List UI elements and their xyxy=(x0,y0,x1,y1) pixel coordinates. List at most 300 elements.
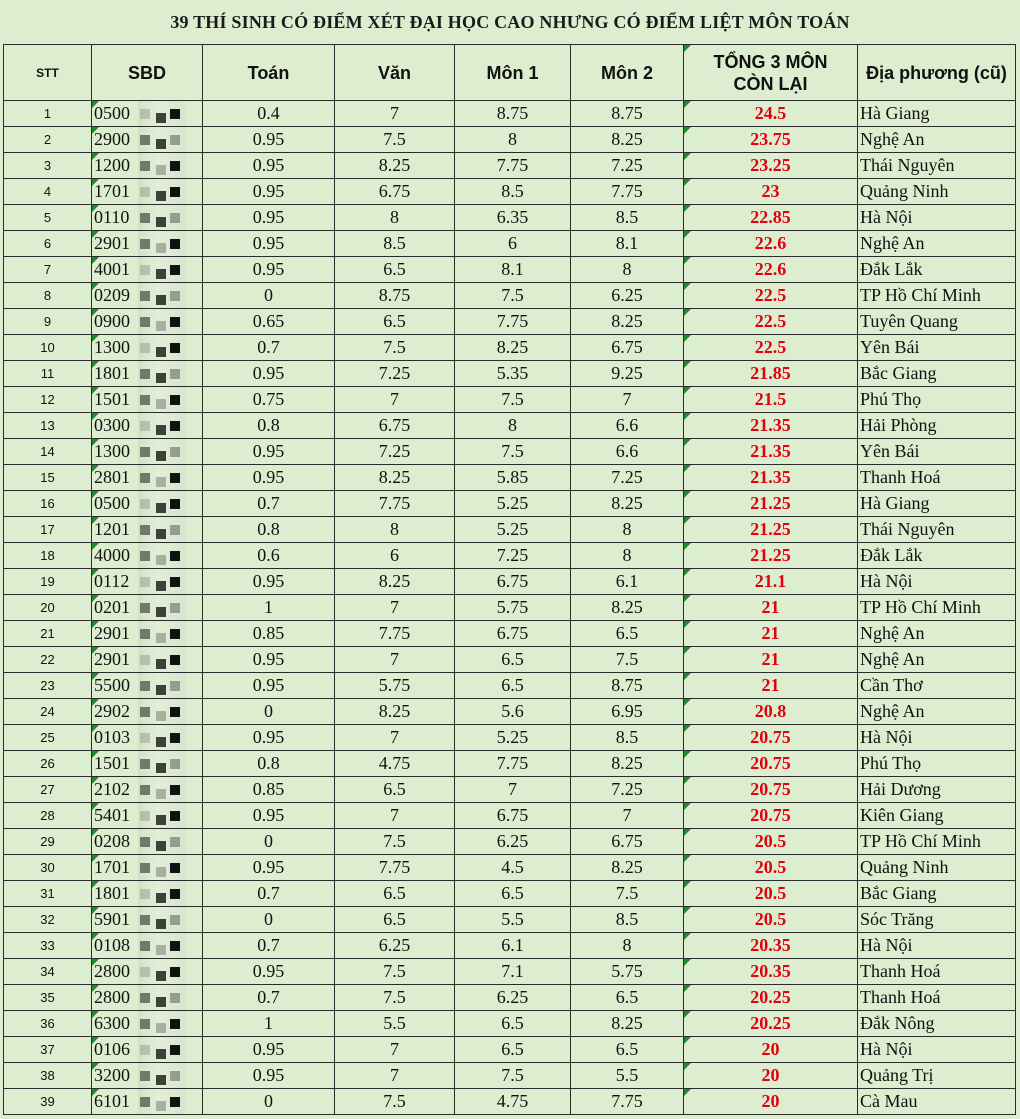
redaction-pixels xyxy=(140,1039,184,1060)
cell-mon2-text: 6.1 xyxy=(615,571,639,591)
table-row xyxy=(4,127,1016,153)
cell-mon2 xyxy=(571,179,684,205)
redaction-pixels xyxy=(140,805,184,826)
cell-total xyxy=(684,517,858,543)
cell-total xyxy=(684,985,858,1011)
cell-region xyxy=(858,465,1016,491)
cell-mon1 xyxy=(455,855,571,881)
cell-total xyxy=(684,439,858,465)
cell-toan xyxy=(203,647,335,673)
redaction-block xyxy=(156,347,166,357)
redaction-block xyxy=(140,525,150,535)
cell-total-text: 22.5 xyxy=(754,285,787,305)
redaction-pixels xyxy=(140,415,184,436)
redaction-pixels xyxy=(140,441,184,462)
cell-total-text: 22.5 xyxy=(754,337,787,357)
cell-total-text: 20.75 xyxy=(750,727,791,747)
cell-mon2-text: 8.25 xyxy=(611,311,643,331)
cell-total xyxy=(684,595,858,621)
cell-sbd xyxy=(92,413,203,439)
cell-mon2 xyxy=(571,413,684,439)
cell-van xyxy=(335,491,455,517)
cell-region xyxy=(858,803,1016,829)
redaction-pixels xyxy=(140,233,184,254)
cell-region-text: Thanh Hoá xyxy=(860,987,941,1007)
cell-mon1-text: 7.1 xyxy=(501,961,524,981)
cell-total-text: 20 xyxy=(761,1039,780,1059)
cell-region xyxy=(858,205,1016,231)
cell-region-text: Hà Nội xyxy=(860,207,913,227)
cell-total xyxy=(684,569,858,595)
cell-region xyxy=(858,231,1016,257)
cell-region-text: Cần Thơ xyxy=(860,675,923,695)
header-stt: STT xyxy=(4,45,92,101)
cell-toan-text: 0.95 xyxy=(252,181,285,201)
cell-total-text: 20 xyxy=(761,1065,780,1085)
cell-stt-text: 17 xyxy=(40,522,55,537)
cell-van xyxy=(335,543,455,569)
cell-region-text: Nghệ An xyxy=(860,623,925,643)
cell-region-text: Thanh Hoá xyxy=(860,961,941,981)
cell-sbd-text: 0110 xyxy=(94,207,130,227)
redaction-block xyxy=(140,1097,150,1107)
cell-van-text: 6.5 xyxy=(383,779,406,799)
cell-region-text: Nghệ An xyxy=(860,649,925,669)
cell-region xyxy=(858,517,1016,543)
cell-stt xyxy=(4,491,92,517)
cell-van-text: 8.25 xyxy=(378,571,411,591)
cell-marker-icon xyxy=(684,335,691,342)
cell-stt-text: 24 xyxy=(40,704,55,719)
cell-stt xyxy=(4,231,92,257)
redaction-block xyxy=(140,317,150,327)
redaction-block xyxy=(140,889,150,899)
table-row xyxy=(4,569,1016,595)
cell-mon1-text: 7.5 xyxy=(501,1065,524,1085)
cell-stt xyxy=(4,647,92,673)
redaction-block xyxy=(140,629,150,639)
redaction-block xyxy=(170,837,180,847)
redaction-block xyxy=(156,789,166,799)
header-van: Văn xyxy=(335,45,455,101)
cell-van xyxy=(335,855,455,881)
cell-van xyxy=(335,751,455,777)
redaction-block xyxy=(156,477,166,487)
cell-stt xyxy=(4,335,92,361)
cell-stt-text: 11 xyxy=(40,366,55,381)
cell-toan xyxy=(203,309,335,335)
cell-sbd xyxy=(92,621,203,647)
cell-stt-text: 22 xyxy=(40,652,55,667)
redaction-block xyxy=(170,369,180,379)
redaction-block xyxy=(140,343,150,353)
cell-stt-text: 8 xyxy=(43,288,52,303)
cell-marker-icon xyxy=(92,725,99,732)
redaction-block xyxy=(140,499,150,509)
cell-total-text: 20.8 xyxy=(754,701,787,721)
cell-region-text: Bắc Giang xyxy=(860,883,937,903)
cell-total xyxy=(684,907,858,933)
redaction-block xyxy=(156,815,166,825)
cell-sbd xyxy=(92,959,203,985)
cell-toan xyxy=(203,569,335,595)
cell-mon1 xyxy=(455,985,571,1011)
cell-sbd xyxy=(92,1011,203,1037)
cell-marker-icon xyxy=(92,257,99,264)
redaction-pixels xyxy=(140,571,184,592)
cell-sbd xyxy=(92,231,203,257)
redaction-pixels xyxy=(140,857,184,878)
cell-van-text: 8 xyxy=(390,207,399,227)
redaction-block xyxy=(140,369,150,379)
cell-mon2 xyxy=(571,387,684,413)
cell-mon2-text: 7.25 xyxy=(611,779,643,799)
cell-van xyxy=(335,283,455,309)
cell-mon1-text: 7.25 xyxy=(496,545,529,565)
table-row xyxy=(4,985,1016,1011)
redaction-block xyxy=(140,135,150,145)
cell-van xyxy=(335,985,455,1011)
redaction-block xyxy=(156,321,166,331)
cell-marker-icon xyxy=(684,1011,691,1018)
cell-mon2-text: 7.5 xyxy=(615,883,639,903)
cell-total-text: 21.35 xyxy=(750,415,791,435)
cell-toan-text: 0.95 xyxy=(252,467,285,487)
table-row xyxy=(4,751,1016,777)
cell-marker-icon xyxy=(92,803,99,810)
cell-marker-icon xyxy=(684,881,691,888)
cell-mon2 xyxy=(571,101,684,127)
cell-stt xyxy=(4,803,92,829)
cell-van xyxy=(335,465,455,491)
cell-total xyxy=(684,803,858,829)
cell-marker-icon xyxy=(684,803,691,810)
cell-mon2-text: 6.95 xyxy=(611,701,643,721)
cell-mon2 xyxy=(571,153,684,179)
cell-sbd-text: 2801 xyxy=(94,467,130,487)
cell-van xyxy=(335,517,455,543)
cell-region xyxy=(858,543,1016,569)
redaction-block xyxy=(140,395,150,405)
cell-region-text: Phú Thọ xyxy=(860,389,922,409)
cell-mon1-text: 5.75 xyxy=(496,597,529,617)
redaction-block xyxy=(156,295,166,305)
cell-van xyxy=(335,933,455,959)
cell-toan-text: 0.95 xyxy=(252,441,285,461)
cell-mon2-text: 6.75 xyxy=(611,337,643,357)
redaction-block xyxy=(170,421,180,431)
redaction-block xyxy=(156,113,166,123)
redaction-block xyxy=(170,317,180,327)
cell-total xyxy=(684,1011,858,1037)
cell-van-text: 8.25 xyxy=(378,701,411,721)
cell-marker-icon xyxy=(684,933,691,940)
cell-sbd-text: 0900 xyxy=(94,311,130,331)
cell-mon1 xyxy=(455,647,571,673)
table-row xyxy=(4,855,1016,881)
cell-stt xyxy=(4,413,92,439)
header-mon2: Môn 2 xyxy=(571,45,684,101)
redaction-block xyxy=(170,629,180,639)
cell-toan xyxy=(203,101,335,127)
cell-sbd-text: 1801 xyxy=(94,363,130,383)
cell-marker-icon xyxy=(684,465,691,472)
cell-mon2 xyxy=(571,491,684,517)
cell-toan xyxy=(203,205,335,231)
cell-toan xyxy=(203,543,335,569)
cell-stt xyxy=(4,439,92,465)
redaction-block xyxy=(156,919,166,929)
cell-marker-icon xyxy=(684,1063,691,1070)
cell-mon2-text: 6.25 xyxy=(611,285,643,305)
redaction-pixels xyxy=(140,727,184,748)
cell-region xyxy=(858,725,1016,751)
cell-total-text: 21.25 xyxy=(750,519,791,539)
cell-mon1 xyxy=(455,335,571,361)
cell-region-text: Thanh Hoá xyxy=(860,467,941,487)
cell-total xyxy=(684,673,858,699)
cell-toan xyxy=(203,959,335,985)
cell-total-text: 21 xyxy=(761,623,780,643)
cell-van xyxy=(335,413,455,439)
redaction-pixels xyxy=(140,363,184,384)
cell-toan-text: 0.95 xyxy=(252,805,285,825)
cell-sbd-text: 2901 xyxy=(94,649,130,669)
cell-region-text: Hà Giang xyxy=(860,493,930,513)
cell-toan-text: 0.95 xyxy=(252,571,285,591)
cell-toan-text: 0.6 xyxy=(257,545,280,565)
cell-mon1-text: 7.75 xyxy=(496,753,529,773)
cell-mon2-text: 8 xyxy=(622,519,632,539)
cell-sbd-text: 1200 xyxy=(94,155,130,175)
cell-mon2-text: 6.6 xyxy=(615,415,639,435)
cell-marker-icon xyxy=(684,101,691,108)
redaction-pixels xyxy=(140,623,184,644)
cell-stt-text: 38 xyxy=(40,1068,55,1083)
cell-stt xyxy=(4,283,92,309)
cell-region xyxy=(858,283,1016,309)
cell-region xyxy=(858,413,1016,439)
score-table xyxy=(3,44,1016,1115)
cell-region-text: Hải Dương xyxy=(860,779,941,799)
cell-region xyxy=(858,491,1016,517)
cell-van-text: 7.5 xyxy=(383,987,406,1007)
cell-sbd-text: 1300 xyxy=(94,337,130,357)
cell-marker-icon xyxy=(684,595,691,602)
redaction-block xyxy=(156,217,166,227)
cell-stt-text: 7 xyxy=(43,262,52,277)
cell-marker-icon xyxy=(92,569,99,576)
table-row xyxy=(4,933,1016,959)
redaction-block xyxy=(170,733,180,743)
cell-sbd xyxy=(92,205,203,231)
cell-region-text: Phú Thọ xyxy=(860,753,922,773)
cell-van-text: 7.5 xyxy=(383,129,406,149)
cell-mon1-text: 7.5 xyxy=(501,389,524,409)
cell-total-text: 20.25 xyxy=(750,1013,791,1033)
cell-total-text: 22.5 xyxy=(754,311,787,331)
cell-van xyxy=(335,179,455,205)
cell-toan-text: 0.65 xyxy=(252,311,285,331)
cell-mon1-text: 5.6 xyxy=(501,701,524,721)
cell-sbd xyxy=(92,153,203,179)
cell-van xyxy=(335,153,455,179)
cell-van-text: 6.5 xyxy=(383,259,406,279)
cell-toan-text: 0.95 xyxy=(252,1039,285,1059)
redaction-block xyxy=(156,1049,166,1059)
cell-total xyxy=(684,829,858,855)
cell-toan-text: 0.85 xyxy=(252,623,285,643)
redaction-block xyxy=(140,707,150,717)
cell-region-text: Hà Nội xyxy=(860,571,913,591)
cell-toan-text: 0.95 xyxy=(252,857,285,877)
cell-sbd xyxy=(92,361,203,387)
cell-van-text: 7.25 xyxy=(378,441,411,461)
cell-toan-text: 0.7 xyxy=(257,935,280,955)
table-row xyxy=(4,621,1016,647)
cell-sbd-text: 0208 xyxy=(94,831,130,851)
table-row xyxy=(4,959,1016,985)
cell-region-text: Hà Giang xyxy=(860,103,930,123)
cell-total xyxy=(684,465,858,491)
header-total-line2: CÒN LẠI xyxy=(733,73,808,94)
cell-marker-icon xyxy=(92,1011,99,1018)
cell-total-text: 21.1 xyxy=(754,571,787,591)
cell-van-text: 7 xyxy=(390,389,399,409)
cell-mon1-text: 8.25 xyxy=(496,337,529,357)
cell-van xyxy=(335,907,455,933)
cell-mon2 xyxy=(571,283,684,309)
cell-region xyxy=(858,907,1016,933)
cell-region-text: Đắk Lắk xyxy=(860,545,923,565)
cell-van-text: 6.75 xyxy=(378,181,411,201)
cell-stt xyxy=(4,595,92,621)
cell-region-text: Quảng Trị xyxy=(860,1065,934,1085)
header-row xyxy=(4,45,1016,101)
cell-mon2-text: 8 xyxy=(622,545,632,565)
cell-mon1 xyxy=(455,309,571,335)
cell-total-text: 24.5 xyxy=(754,103,787,123)
cell-marker-icon xyxy=(92,933,99,940)
cell-mon1-text: 6 xyxy=(508,233,517,253)
cell-sbd xyxy=(92,829,203,855)
cell-mon1 xyxy=(455,543,571,569)
cell-mon2 xyxy=(571,621,684,647)
cell-van-text: 4.75 xyxy=(378,753,411,773)
redaction-block xyxy=(140,1071,150,1081)
cell-marker-icon xyxy=(684,543,691,550)
redaction-block xyxy=(140,551,150,561)
cell-toan xyxy=(203,231,335,257)
cell-mon1-text: 8 xyxy=(508,415,517,435)
cell-sbd-text: 1701 xyxy=(94,181,130,201)
cell-region-text: Nghệ An xyxy=(860,701,925,721)
cell-stt xyxy=(4,153,92,179)
header-toan: Toán xyxy=(203,45,335,101)
redaction-block xyxy=(170,655,180,665)
cell-region-text: Đắk Lắk xyxy=(860,259,923,279)
cell-toan xyxy=(203,257,335,283)
cell-mon1 xyxy=(455,569,571,595)
cell-sbd xyxy=(92,439,203,465)
cell-marker-icon xyxy=(684,413,691,420)
redaction-pixels xyxy=(140,103,184,124)
cell-sbd xyxy=(92,257,203,283)
cell-stt xyxy=(4,257,92,283)
cell-mon2 xyxy=(571,257,684,283)
cell-mon1-text: 5.25 xyxy=(496,519,529,539)
cell-total xyxy=(684,205,858,231)
cell-mon1-text: 6.25 xyxy=(496,831,529,851)
cell-toan-text: 1 xyxy=(264,597,273,617)
cell-stt xyxy=(4,985,92,1011)
cell-region-text: Kiên Giang xyxy=(860,805,944,825)
cell-stt-text: 3 xyxy=(43,158,52,173)
cell-sbd xyxy=(92,309,203,335)
cell-marker-icon xyxy=(92,959,99,966)
cell-region-text: TP Hồ Chí Minh xyxy=(860,831,981,851)
cell-toan xyxy=(203,387,335,413)
cell-stt xyxy=(4,569,92,595)
cell-van-text: 5.75 xyxy=(378,675,411,695)
cell-stt-text: 37 xyxy=(40,1042,55,1057)
cell-mon1 xyxy=(455,153,571,179)
redaction-block xyxy=(156,503,166,513)
cell-toan-text: 0.95 xyxy=(252,129,285,149)
redaction-block xyxy=(156,893,166,903)
cell-mon2 xyxy=(571,829,684,855)
cell-region xyxy=(858,855,1016,881)
cell-mon1 xyxy=(455,777,571,803)
cell-stt xyxy=(4,621,92,647)
cell-stt xyxy=(4,777,92,803)
cell-region xyxy=(858,1063,1016,1089)
cell-total xyxy=(684,1037,858,1063)
cell-total xyxy=(684,699,858,725)
cell-stt xyxy=(4,179,92,205)
redaction-block xyxy=(140,655,150,665)
cell-toan xyxy=(203,855,335,881)
cell-van-text: 7.75 xyxy=(378,623,411,643)
cell-sbd-text: 1501 xyxy=(94,389,130,409)
cell-mon2 xyxy=(571,595,684,621)
redaction-block xyxy=(140,967,150,977)
cell-region-text: Tuyên Quang xyxy=(860,311,958,331)
cell-toan xyxy=(203,465,335,491)
cell-stt xyxy=(4,881,92,907)
cell-van xyxy=(335,309,455,335)
table-row xyxy=(4,595,1016,621)
cell-total xyxy=(684,491,858,517)
cell-van-text: 7.75 xyxy=(378,857,411,877)
cell-stt-text: 29 xyxy=(40,834,55,849)
table-row xyxy=(4,1037,1016,1063)
cell-stt xyxy=(4,1037,92,1063)
cell-total xyxy=(684,413,858,439)
cell-total-text: 20.75 xyxy=(750,753,791,773)
cell-marker-icon xyxy=(684,231,691,238)
cell-total-text: 21.35 xyxy=(750,441,791,461)
cell-total-text: 22.6 xyxy=(754,259,787,279)
redaction-block xyxy=(156,685,166,695)
cell-mon2-text: 8.25 xyxy=(611,597,643,617)
cell-mon1-text: 7.5 xyxy=(501,285,524,305)
cell-total xyxy=(684,179,858,205)
cell-toan xyxy=(203,725,335,751)
cell-mon1 xyxy=(455,621,571,647)
redaction-block xyxy=(156,607,166,617)
cell-mon2 xyxy=(571,777,684,803)
